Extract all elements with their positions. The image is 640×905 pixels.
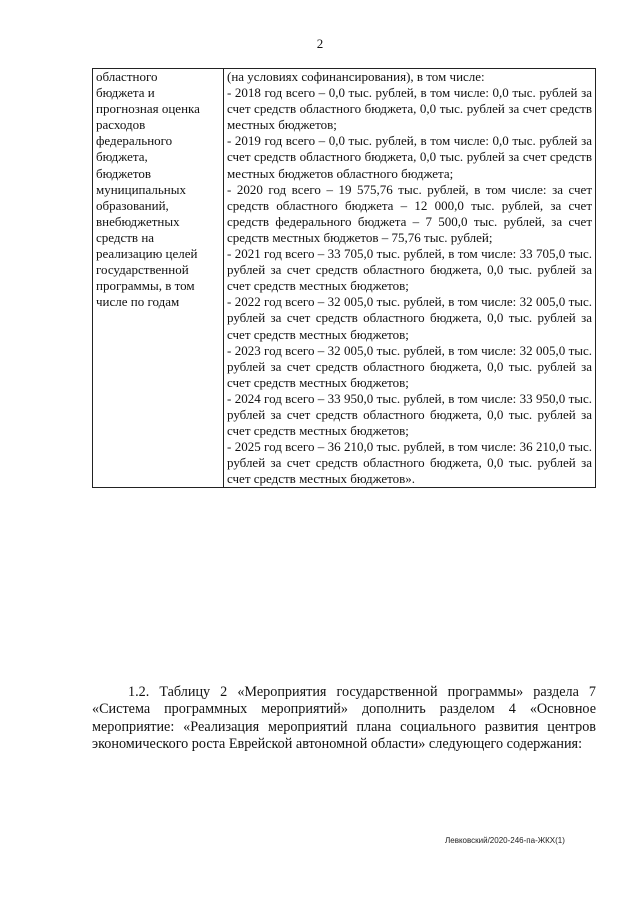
row-header-line: реализацию целей bbox=[96, 246, 198, 262]
row-header-line: бюджета, bbox=[96, 149, 148, 165]
funding-year-2025: - 2025 год всего – 36 210,0 тыс. рублей, в том числе: 36 210,0 тыс. рублей за счет средств областного бюджета, 0,0 тыс. рублей за счет средств местных бюджетов». bbox=[227, 439, 592, 487]
funding-year-2024: - 2024 год всего – 33 950,0 тыс. рублей, в том числе: 33 950,0 тыс. рублей за счет средств областного бюджета, 0,0 тыс. рублей за счет средств местных бюджетов; bbox=[227, 390, 592, 439]
row-header-line: внебюджетных bbox=[96, 213, 180, 229]
body-paragraph: 1.2. Таблицу 2 «Мероприятия государственной программы» раздела 7 «Система программных мероприятий» дополнить разделом 4 «Основное мероприятие: «Реализация мероприятий плана социального развития центров экономического роста Еврейской автономной области» следующего содержания: bbox=[92, 684, 596, 753]
funding-details-cell bbox=[224, 69, 596, 488]
budget-table bbox=[92, 68, 596, 488]
funding-intro: (на условиях софинансирования), в том числе: bbox=[227, 69, 485, 84]
row-header-line: средств на bbox=[96, 229, 155, 245]
row-header-line: числе по годам bbox=[96, 294, 180, 310]
funding-year-2021: - 2021 год всего – 33 705,0 тыс. рублей, в том числе: 33 705,0 тыс. рублей за счет средств областного бюджета, 0,0 тыс. рублей за счет средств местных бюджетов; bbox=[227, 246, 592, 294]
row-header-line: расходов bbox=[96, 117, 146, 133]
document-footer-code: Левковский/2020-246-па-ЖКХ(1) bbox=[445, 836, 565, 845]
row-header-line: прогнозная оценка bbox=[96, 101, 200, 117]
row-header-line: федерального bbox=[96, 133, 173, 149]
row-header-line: программы, в том bbox=[96, 278, 195, 294]
funding-year-2018: - 2018 год всего – 0,0 тыс. рублей, в том числе: 0,0 тыс. рублей за счет средств областного бюджета, 0,0 тыс. рублей за счет средств местных бюджетов; bbox=[227, 85, 592, 133]
funding-year-2022: - 2022 год всего – 32 005,0 тыс. рублей, в том числе: 32 005,0 тыс. рублей за счет средств областного бюджета, 0,0 тыс. рублей за счет средств местных бюджетов; bbox=[227, 294, 592, 342]
page-number: 2 bbox=[316, 36, 324, 51]
row-header-line: муниципальных bbox=[96, 181, 187, 197]
table-row bbox=[93, 69, 596, 488]
row-header-line: бюджета и bbox=[96, 85, 155, 101]
row-header-cell bbox=[93, 69, 224, 488]
funding-year-2023: - 2023 год всего – 32 005,0 тыс. рублей, в том числе: 32 005,0 тыс. рублей за счет средств областного бюджета, 0,0 тыс. рублей за счет средств местных бюджетов; bbox=[227, 342, 592, 390]
row-header-line: образований, bbox=[96, 197, 169, 213]
funding-year-2019: - 2019 год всего – 0,0 тыс. рублей, в том числе: 0,0 тыс. рублей за счет средств областного бюджета, 0,0 тыс. рублей за счет средств местных бюджетов областного бюджета; bbox=[227, 133, 592, 181]
row-header-line: государственной bbox=[96, 262, 189, 278]
funding-year-2020: - 2020 год всего – 19 575,76 тыс. рублей, в том числе: за счет средств областного бюджета – 12 000,0 тыс. рублей, за счет средств федерального бюджета – 7 500,0 тыс. рублей, за счет средств местных бюджетов – 75,76 тыс. рублей; bbox=[227, 181, 592, 245]
row-header-line: областного bbox=[96, 69, 158, 84]
row-header-line: бюджетов bbox=[96, 165, 152, 181]
